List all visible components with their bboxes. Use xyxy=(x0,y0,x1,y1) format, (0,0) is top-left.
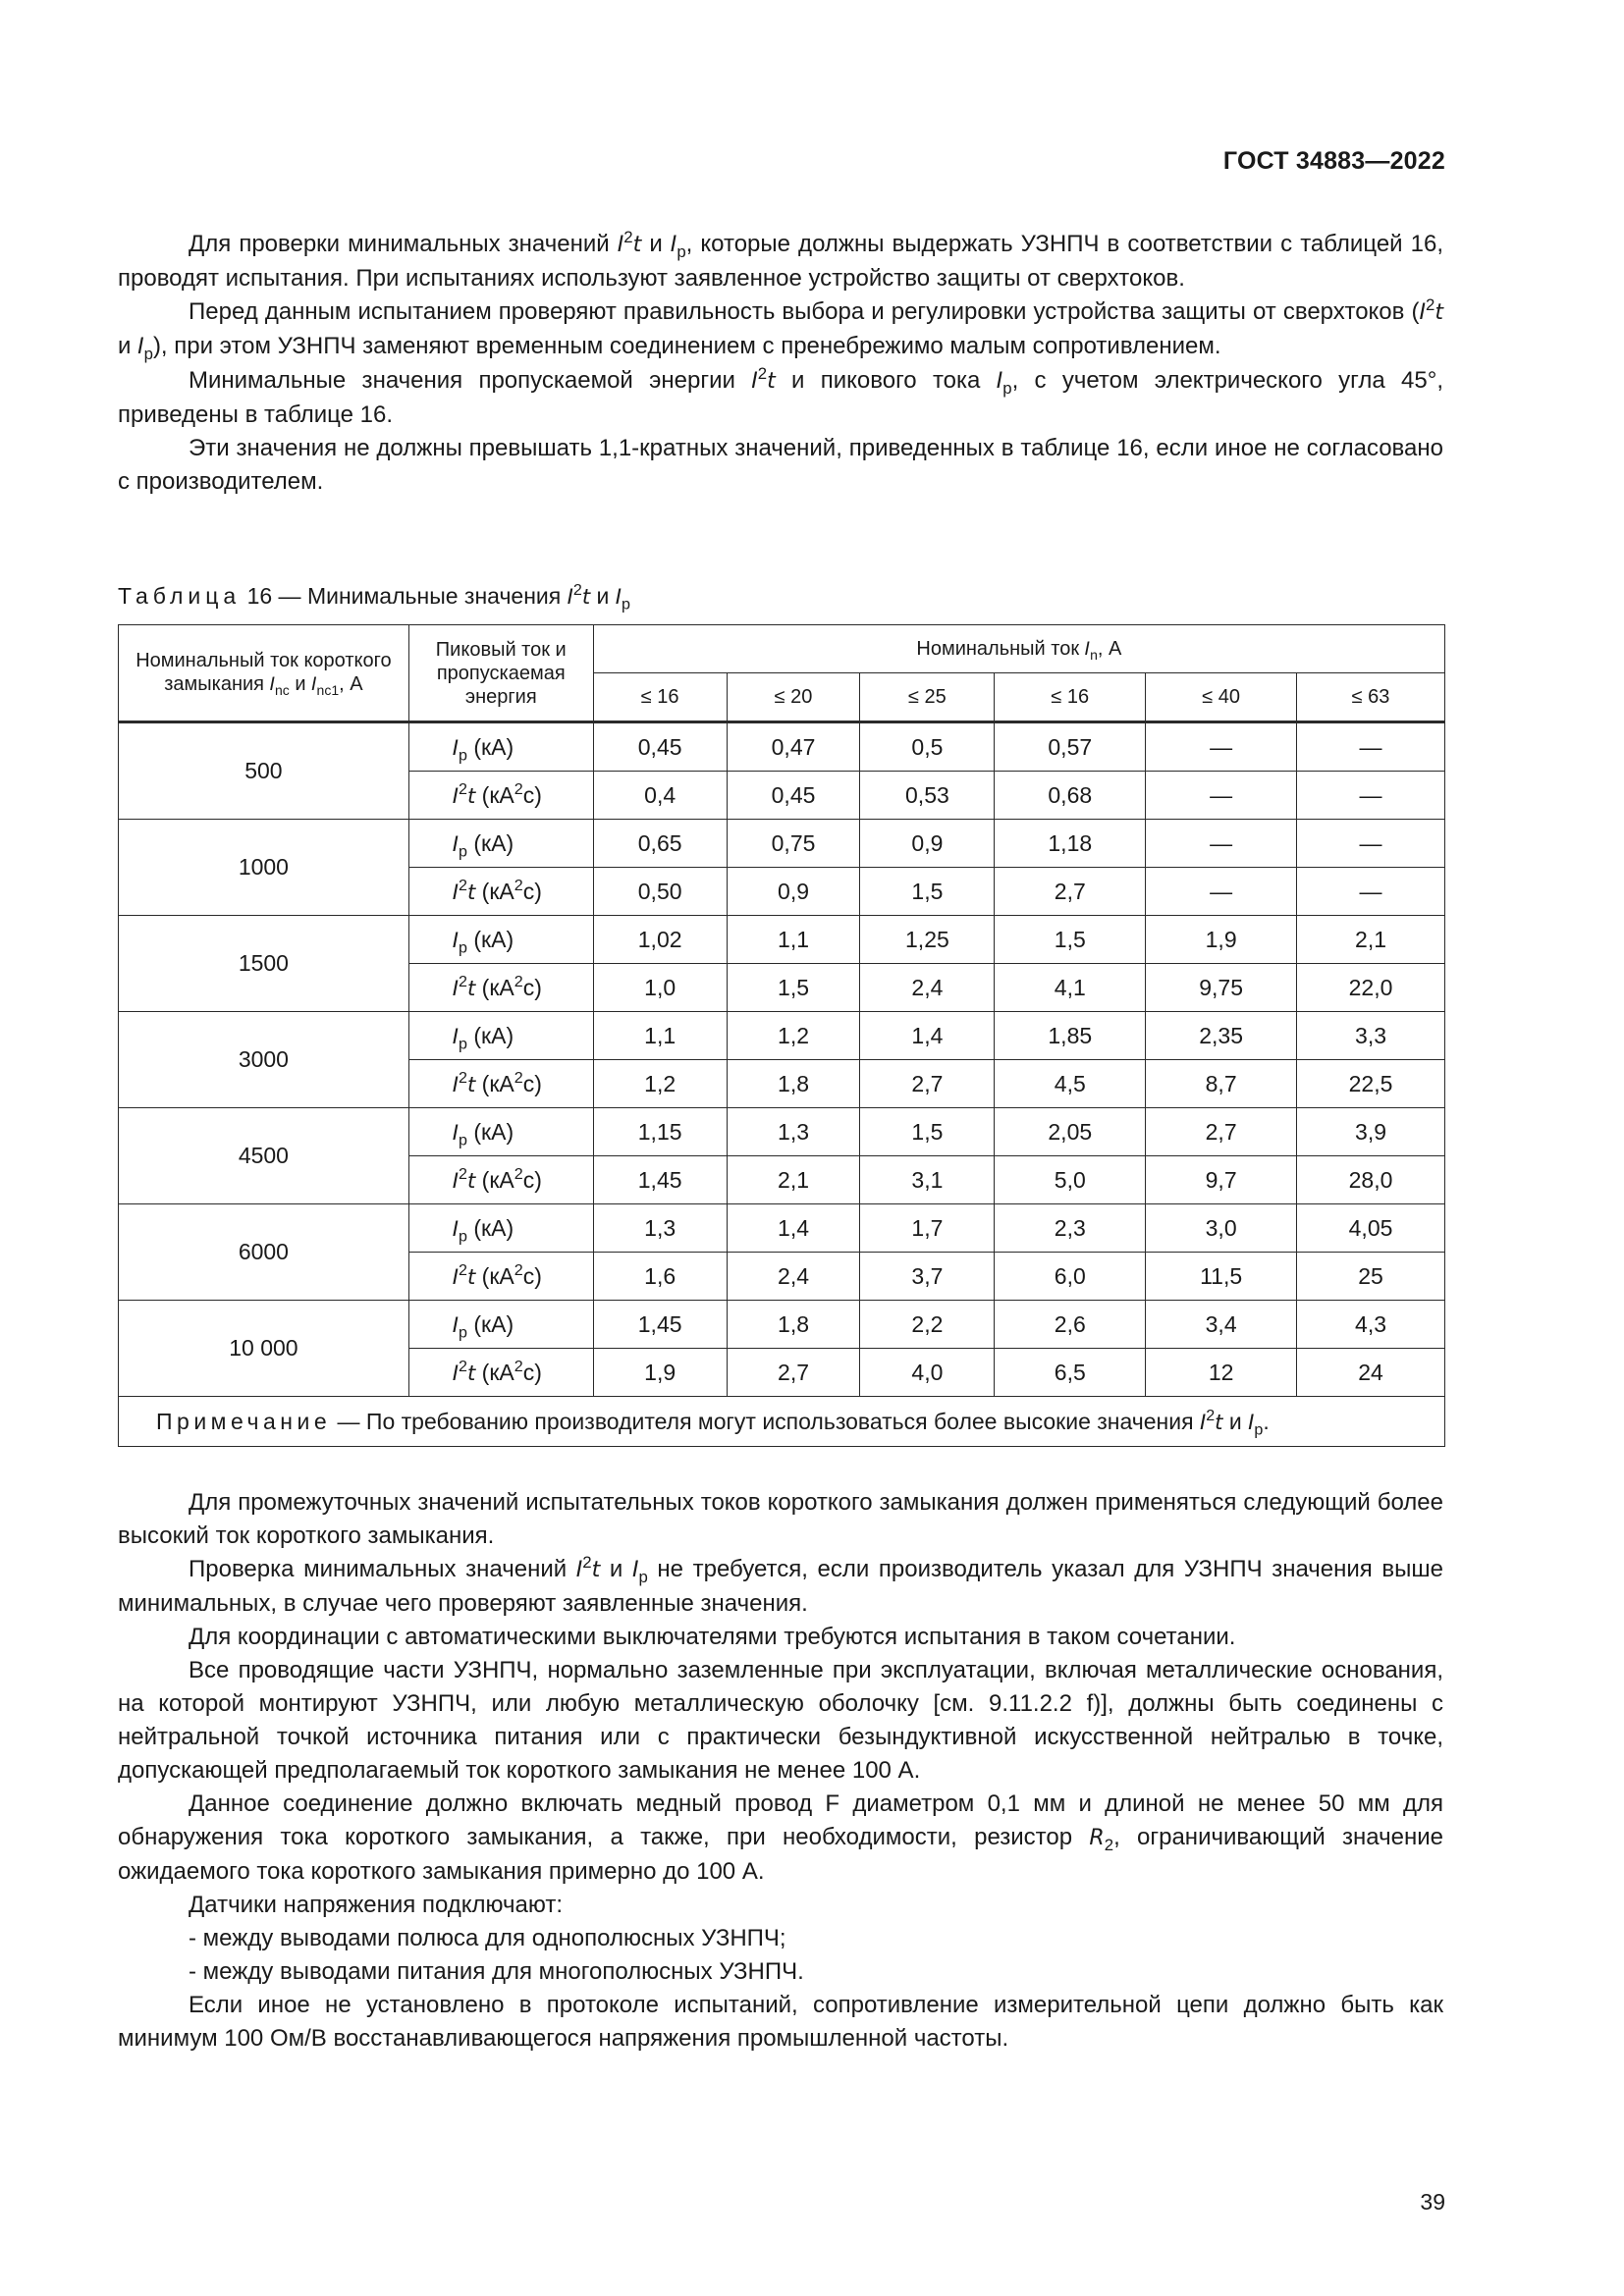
unit-label: (кА xyxy=(475,974,514,1000)
symbol-t: t xyxy=(467,1167,476,1193)
short-circuit-current-cell: 10 000 xyxy=(119,1301,409,1397)
value-cell: 1,02 xyxy=(593,916,727,964)
symbol-sub-p: p xyxy=(459,1323,467,1342)
subheader-rating: ≤ 20 xyxy=(727,673,860,722)
symbol-square: 2 xyxy=(459,1260,467,1279)
text-run: Минимальные значения пропускаемой энергии xyxy=(189,367,752,394)
table-note xyxy=(119,1397,1445,1447)
symbol-i: I xyxy=(452,975,460,1000)
unit-label: с) xyxy=(522,1359,542,1385)
intro-paragraph-3 xyxy=(118,364,1443,432)
param-let-through-energy xyxy=(408,1060,593,1108)
value-cell: 3,0 xyxy=(1146,1204,1297,1253)
unit-label: (кА xyxy=(475,1070,514,1096)
short-circuit-current-cell: 1500 xyxy=(119,916,409,1012)
symbol-i: I xyxy=(615,584,623,609)
symbol-sub-p: p xyxy=(1254,1420,1264,1439)
text-run: , ограничивающий значение ожидаемого тока короткого замыкания примерно до 100 А. xyxy=(118,1824,1443,1885)
unit-label: (кА xyxy=(475,1166,514,1193)
symbol-i: I xyxy=(452,1311,460,1337)
value-cell: 2,35 xyxy=(1146,1012,1297,1060)
value-cell: 1,18 xyxy=(995,820,1146,868)
symbol-i: I xyxy=(452,1071,460,1096)
symbol-square: 2 xyxy=(572,581,582,600)
text-run: и xyxy=(641,231,671,257)
value-cell: 2,7 xyxy=(995,868,1146,916)
symbol-i: I xyxy=(567,584,573,609)
value-cell: — xyxy=(1297,722,1445,772)
text-run: Для проверки минимальных значений xyxy=(189,231,618,257)
value-cell: 4,1 xyxy=(995,964,1146,1012)
table-body xyxy=(119,722,1445,1447)
param-let-through-energy xyxy=(408,964,593,1012)
symbol-i: I xyxy=(751,369,758,394)
symbol-square: 2 xyxy=(514,1164,523,1183)
page-number: 39 xyxy=(1420,2189,1445,2215)
value-cell: 3,7 xyxy=(860,1253,995,1301)
value-cell: 9,75 xyxy=(1146,964,1297,1012)
subheader-rating: ≤ 16 xyxy=(995,673,1146,722)
symbol-i: I xyxy=(452,1023,460,1048)
text-run: . xyxy=(1263,1408,1270,1434)
value-cell: 0,75 xyxy=(727,820,860,868)
intro-text xyxy=(118,228,1443,499)
symbol-square: 2 xyxy=(514,876,523,894)
value-cell: — xyxy=(1146,772,1297,820)
param-let-through-energy xyxy=(408,868,593,916)
unit-label: (кА xyxy=(475,781,514,808)
symbol-t: t xyxy=(467,782,476,808)
symbol-square: 2 xyxy=(582,1552,592,1572)
value-cell: 0,5 xyxy=(860,722,995,772)
header-peak-current-energy: Пиковый ток и пропускаемая энергия xyxy=(408,625,593,722)
param-peak-current xyxy=(408,722,593,772)
unit-label: (кА) xyxy=(467,926,514,952)
text-run: ), при этом УЗНПЧ заменяют временным соединением с пренебрежимо малым сопротивлением. xyxy=(152,333,1221,359)
symbol-i: I xyxy=(452,1215,460,1241)
value-cell: 28,0 xyxy=(1297,1156,1445,1204)
unit-label: (кА xyxy=(475,1359,514,1385)
header-nominal-current xyxy=(593,625,1444,673)
value-cell: 0,9 xyxy=(860,820,995,868)
table-row xyxy=(119,916,1445,964)
value-cell: 2,1 xyxy=(1297,916,1445,964)
value-cell: 1,2 xyxy=(593,1060,727,1108)
unit-label: (кА xyxy=(475,878,514,904)
symbol-square: 2 xyxy=(459,1164,467,1183)
symbol-t: t xyxy=(467,975,476,1000)
param-peak-current xyxy=(408,1204,593,1253)
symbol-t: t xyxy=(467,879,476,904)
symbol-square: 2 xyxy=(514,1357,523,1375)
body-paragraph-1: Для промежуточных значений испытательных токов короткого замыкания должен применяться следующий более высокий ток короткого замыкания. xyxy=(118,1489,1443,1549)
param-let-through-energy xyxy=(408,1349,593,1397)
body-paragraph-2 xyxy=(118,1553,1443,1621)
text-run: и xyxy=(1222,1408,1249,1434)
unit-label: (кА) xyxy=(467,1118,514,1145)
symbol-sub-p: p xyxy=(459,1131,467,1149)
symbol-sub-p: p xyxy=(622,595,630,614)
symbol-sub-p: p xyxy=(143,344,153,363)
value-cell: 2,7 xyxy=(1146,1108,1297,1156)
value-cell: 5,0 xyxy=(995,1156,1146,1204)
text-run: и xyxy=(289,673,312,695)
symbol-sub-nc1: nc1 xyxy=(316,681,340,698)
subheader-rating: ≤ 16 xyxy=(593,673,727,722)
value-cell: 1,5 xyxy=(995,916,1146,964)
symbol-sub-nc: nc xyxy=(275,681,290,698)
short-circuit-current-cell: 4500 xyxy=(119,1108,409,1204)
body-paragraph-4: Все проводящие части УЗНПЧ, нормально заземленные при эксплуатации, включая металлические основания, на которой монтируют УЗНПЧ, или любую металлическую оболочку [см. 9.11.2.2 f)], должны быть соединены с нейтральной точкой источника питания или с практически безындуктивной искусственной нейтралью в точке, допускающей предполагаемый ток короткого замыкания не менее 100 А. xyxy=(118,1657,1443,1784)
value-cell: 22,5 xyxy=(1297,1060,1445,1108)
body-paragraph-3: Для координации с автоматическими выключателями требуются испытания в таком сочетании. xyxy=(189,1624,1236,1650)
param-peak-current xyxy=(408,1012,593,1060)
symbol-i: I xyxy=(1084,638,1091,660)
value-cell: 0,53 xyxy=(860,772,995,820)
symbol-t: t xyxy=(632,233,642,257)
value-cell: 2,4 xyxy=(860,964,995,1012)
symbol-i: I xyxy=(1419,300,1426,325)
table-row xyxy=(119,1012,1445,1060)
symbol-i: I xyxy=(452,782,460,808)
short-circuit-current-cell: 6000 xyxy=(119,1204,409,1301)
value-cell: 1,2 xyxy=(727,1012,860,1060)
symbol-t: t xyxy=(591,1558,601,1582)
value-cell: 3,3 xyxy=(1297,1012,1445,1060)
table-row xyxy=(119,722,1445,772)
symbol-square: 2 xyxy=(514,1260,523,1279)
symbol-sub-p: p xyxy=(638,1567,648,1586)
table-row xyxy=(119,820,1445,868)
symbol-i: I xyxy=(452,1360,460,1385)
value-cell: 3,9 xyxy=(1297,1108,1445,1156)
symbol-i: I xyxy=(617,233,624,257)
value-cell: 2,1 xyxy=(727,1156,860,1204)
symbol-i: I xyxy=(670,233,677,257)
text-run: и пикового тока xyxy=(775,367,997,394)
short-circuit-current-cell: 3000 xyxy=(119,1012,409,1108)
value-cell: 6,5 xyxy=(995,1349,1146,1397)
symbol-sub-2: 2 xyxy=(1104,1835,1114,1854)
value-cell: 2,05 xyxy=(995,1108,1146,1156)
unit-label: с) xyxy=(522,1070,542,1096)
value-cell: 0,68 xyxy=(995,772,1146,820)
symbol-sub-p: p xyxy=(677,241,686,261)
value-cell: 0,47 xyxy=(727,722,860,772)
param-let-through-energy xyxy=(408,1156,593,1204)
text-run: — По требованию производителя могут использоваться более высокие значения xyxy=(331,1408,1200,1434)
value-cell: 2,7 xyxy=(727,1349,860,1397)
symbol-sub-p: p xyxy=(459,842,467,861)
value-cell: 2,7 xyxy=(860,1060,995,1108)
table-row xyxy=(119,1204,1445,1253)
value-cell: 3,1 xyxy=(860,1156,995,1204)
unit-label: (кА) xyxy=(467,829,514,856)
value-cell: 4,5 xyxy=(995,1060,1146,1108)
value-cell: 0,50 xyxy=(593,868,727,916)
symbol-square: 2 xyxy=(623,227,633,246)
value-cell: 4,05 xyxy=(1297,1204,1445,1253)
value-cell: — xyxy=(1297,868,1445,916)
symbol-i: I xyxy=(1248,1409,1255,1434)
symbol-t: t xyxy=(1435,300,1443,325)
value-cell: 24 xyxy=(1297,1349,1445,1397)
value-cell: 0,45 xyxy=(593,722,727,772)
symbol-i: I xyxy=(996,369,1003,394)
symbol-square: 2 xyxy=(514,779,523,798)
text-run: и xyxy=(600,1556,632,1582)
symbol-i: I xyxy=(452,879,460,904)
subheader-rating: ≤ 63 xyxy=(1297,673,1445,722)
body-paragraph-5 xyxy=(118,1788,1443,1889)
value-cell: 1,5 xyxy=(727,964,860,1012)
unit-label: с) xyxy=(522,1262,542,1289)
text-run: Номинальный ток xyxy=(916,637,1085,660)
body-paragraph-6: Датчики напряжения подключают: xyxy=(189,1892,563,1918)
symbol-sub-p: p xyxy=(1002,378,1012,398)
symbol-t: t xyxy=(1215,1409,1223,1434)
text-run: Номинальный ток короткого замыкания xyxy=(135,650,392,695)
value-cell: 1,8 xyxy=(727,1060,860,1108)
symbol-i: I xyxy=(452,1119,460,1145)
value-cell: 1,5 xyxy=(860,868,995,916)
unit-label: (кА) xyxy=(467,1022,514,1048)
value-cell: 11,5 xyxy=(1146,1253,1297,1301)
subheader-rating: ≤ 40 xyxy=(1146,673,1297,722)
value-cell: 1,3 xyxy=(593,1204,727,1253)
value-cell: 2,6 xyxy=(995,1301,1146,1349)
symbol-square: 2 xyxy=(514,972,523,990)
symbol-i: I xyxy=(452,1167,460,1193)
symbol-r: R xyxy=(1089,1826,1105,1850)
short-circuit-current-cell: 1000 xyxy=(119,820,409,916)
intro-paragraph-4: Эти значения не должны превышать 1,1-кратных значений, приведенных в таблице 16, если иное не согласовано с производителем. xyxy=(118,435,1443,495)
symbol-square: 2 xyxy=(1206,1406,1216,1424)
header-nominal-short-circuit-current xyxy=(119,625,409,722)
note-word: Примечание xyxy=(156,1408,332,1434)
text-run: , с учетом электрического угла 45°, приведены в таблице 16. xyxy=(118,367,1444,428)
table-caption xyxy=(118,581,630,612)
value-cell: 1,4 xyxy=(727,1204,860,1253)
symbol-i: I xyxy=(269,674,275,695)
intro-paragraph-2 xyxy=(118,295,1443,364)
symbol-t: t xyxy=(467,1263,476,1289)
caption-text: и xyxy=(590,583,616,609)
value-cell: 2,4 xyxy=(727,1253,860,1301)
value-cell: 2,3 xyxy=(995,1204,1146,1253)
symbol-i: I xyxy=(311,674,317,695)
text-run: , которые должны выдержать УЗНПЧ в соответствии с таблицей 16, проводят испытания. При испытаниях используют заявленное устройство защиты от сверхтоков. xyxy=(118,231,1444,292)
text-run: не требуется, если производитель указал для УЗНПЧ значения выше минимальных, в случае чего проверяют заявленные значения. xyxy=(118,1556,1444,1617)
value-cell: 1,9 xyxy=(593,1349,727,1397)
unit-label: (кА xyxy=(475,1262,514,1289)
value-cell: 1,3 xyxy=(727,1108,860,1156)
table-16 xyxy=(118,624,1445,1447)
table-row xyxy=(119,1108,1445,1156)
value-cell: 0,9 xyxy=(727,868,860,916)
symbol-sub-p: p xyxy=(459,1227,467,1246)
symbol-i: I xyxy=(137,335,144,359)
value-cell: — xyxy=(1146,722,1297,772)
value-cell: 22,0 xyxy=(1297,964,1445,1012)
value-cell: 1,7 xyxy=(860,1204,995,1253)
symbol-square: 2 xyxy=(459,779,467,798)
value-cell: — xyxy=(1146,820,1297,868)
value-cell: 3,4 xyxy=(1146,1301,1297,1349)
unit-label: (кА) xyxy=(467,1310,514,1337)
body-paragraph-7: Если иное не установлено в протоколе испытаний, сопротивление измерительной цепи должно быть как минимум 100 Ом/В восстанавливающегося напряжения промышленной частоты. xyxy=(118,1992,1443,2052)
param-peak-current xyxy=(408,1108,593,1156)
value-cell: 2,2 xyxy=(860,1301,995,1349)
short-circuit-current-cell: 500 xyxy=(119,722,409,820)
value-cell: — xyxy=(1297,772,1445,820)
param-let-through-energy xyxy=(408,1253,593,1301)
symbol-square: 2 xyxy=(459,876,467,894)
list-item: - между выводами питания для многополюсных УЗНПЧ. xyxy=(189,1958,804,1985)
unit-label: с) xyxy=(522,781,542,808)
symbol-i: I xyxy=(452,734,460,760)
unit-label: с) xyxy=(522,1166,542,1193)
value-cell: 4,0 xyxy=(860,1349,995,1397)
body-text xyxy=(118,1486,1443,2056)
symbol-i: I xyxy=(575,1558,583,1582)
value-cell: 25 xyxy=(1297,1253,1445,1301)
text-run: Перед данным испытанием проверяют правильность выбора и регулировки устройства защиты от сверхтоков ( xyxy=(189,298,1420,325)
symbol-i: I xyxy=(452,1263,460,1289)
symbol-square: 2 xyxy=(459,972,467,990)
value-cell: 1,45 xyxy=(593,1301,727,1349)
caption-word: Таблица xyxy=(118,583,242,609)
text-run: Данное соединение должно включать медный провод F диаметром 0,1 мм и длиной не менее 50 мм для обнаружения тока короткого замыкания, а также, при необходимости, резистор xyxy=(118,1790,1443,1850)
value-cell: 1,6 xyxy=(593,1253,727,1301)
param-peak-current xyxy=(408,820,593,868)
symbol-square: 2 xyxy=(757,363,768,383)
value-cell: 4,3 xyxy=(1297,1301,1445,1349)
value-cell: 0,57 xyxy=(995,722,1146,772)
text-run: Проверка минимальных значений xyxy=(189,1556,576,1582)
unit-label: (кА) xyxy=(467,733,514,760)
symbol-i: I xyxy=(631,1558,639,1582)
value-cell: 0,4 xyxy=(593,772,727,820)
value-cell: 12 xyxy=(1146,1349,1297,1397)
param-peak-current xyxy=(408,916,593,964)
value-cell: 1,1 xyxy=(727,916,860,964)
value-cell: 1,85 xyxy=(995,1012,1146,1060)
symbol-t: t xyxy=(467,1360,476,1385)
subheader-rating: ≤ 25 xyxy=(860,673,995,722)
param-peak-current xyxy=(408,1301,593,1349)
value-cell: 9,7 xyxy=(1146,1156,1297,1204)
value-cell: 1,4 xyxy=(860,1012,995,1060)
text-run: и xyxy=(118,333,138,359)
value-cell: 8,7 xyxy=(1146,1060,1297,1108)
standard-header: ГОСТ 34883—2022 xyxy=(1222,147,1445,175)
param-let-through-energy xyxy=(408,772,593,820)
symbol-sub-n: n xyxy=(1090,646,1098,663)
symbol-i: I xyxy=(452,830,460,856)
symbol-i: I xyxy=(452,927,460,952)
unit-label: (кА) xyxy=(467,1214,514,1241)
symbol-t: t xyxy=(767,369,776,394)
value-cell: 1,0 xyxy=(593,964,727,1012)
value-cell: 1,8 xyxy=(727,1301,860,1349)
value-cell: — xyxy=(1297,820,1445,868)
symbol-t: t xyxy=(581,584,591,609)
symbol-sub-p: p xyxy=(459,938,467,957)
symbol-i: I xyxy=(1199,1409,1207,1434)
value-cell: 1,9 xyxy=(1146,916,1297,964)
text-run: , А xyxy=(1097,637,1122,660)
value-cell: — xyxy=(1146,868,1297,916)
value-cell: 1,25 xyxy=(860,916,995,964)
symbol-square: 2 xyxy=(514,1068,523,1087)
value-cell: 6,0 xyxy=(995,1253,1146,1301)
symbol-sub-p: p xyxy=(459,746,467,765)
symbol-square: 2 xyxy=(1425,294,1435,314)
value-cell: 0,45 xyxy=(727,772,860,820)
value-cell: 0,65 xyxy=(593,820,727,868)
symbol-t: t xyxy=(467,1071,476,1096)
unit-label: с) xyxy=(522,878,542,904)
value-cell: 1,5 xyxy=(860,1108,995,1156)
caption-text: 16 — Минимальные значения xyxy=(241,583,568,609)
unit-label: с) xyxy=(522,974,542,1000)
value-cell: 1,1 xyxy=(593,1012,727,1060)
table-row xyxy=(119,1301,1445,1349)
list-item: - между выводами полюса для однополюсных УЗНПЧ; xyxy=(189,1925,786,1951)
value-cell: 1,45 xyxy=(593,1156,727,1204)
value-cell: 1,15 xyxy=(593,1108,727,1156)
text-run: , А xyxy=(339,673,363,695)
symbol-sub-p: p xyxy=(459,1035,467,1053)
symbol-square: 2 xyxy=(459,1068,467,1087)
intro-paragraph-1 xyxy=(118,228,1443,295)
symbol-square: 2 xyxy=(459,1357,467,1375)
